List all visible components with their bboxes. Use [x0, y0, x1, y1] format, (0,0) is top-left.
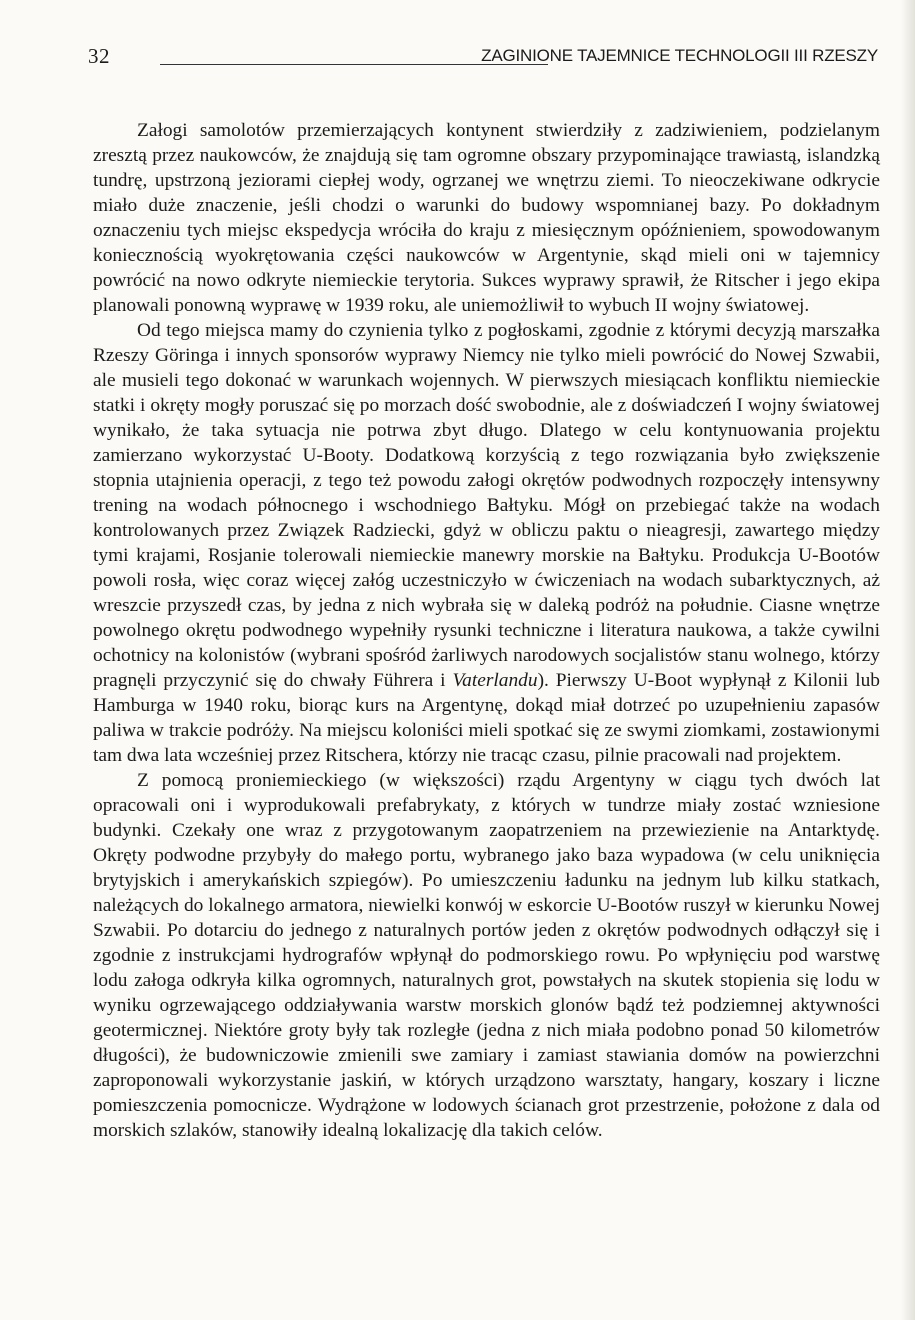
- running-head: ZAGINIONE TAJEMNICE TECHNOLOGII III RZESZY: [481, 46, 878, 65]
- paragraph-2: [93, 318, 880, 768]
- paragraph-1: [93, 118, 880, 318]
- page-header: [88, 40, 878, 70]
- paragraph-2-text-end: ). Pierwszy U-Boot wypłynął z Kilonii lub Hamburga w 1940 roku, biorąc kurs na Argentynę, dokąd miał dotrzeć po uzupełnieniu zapasów paliwa w trakcie podróży. Na miejscu koloniści mieli spotkać się ze swymi ziomkami, zostawionymi tam dwa lata wcześniej przez Ritschera, którzy nie tracąc czasu, pilnie pracowali nad projektem.: [93, 670, 880, 766]
- body-text: [93, 118, 880, 1143]
- paragraph-3-text: Z pomocą proniemieckiego (w większości) rządu Argentyny w ciągu tych dwóch lat opracowali oni i wyprodukowali prefabrykaty, z których w tundrze miały zostać wzniesione budynki. Czekały one wraz z przygotowanym zaopatrzeniem na przewiezienie na Antarktydę. Okręty podwodne przybyły do małego portu, wybranego jako baza wypadowa (w celu uniknięcia brytyjskich i amerykańskich szpiegów). Po umieszczeniu ładunku na jednym lub kilku statkach, należących do lokalnego armatora, niewielki konwój w eskorcie U-Bootów ruszył w kierunku Nowej Szwabii. Po dotarciu do jednego z naturalnych portów jeden z okrętów podwodnych odłączył się i zgodnie z instrukcjami hydrografów wpłynął do podmorskiego rowu. Po wpłynięciu pod warstwę lodu załoga odkryła kilka ogromnych, naturalnych grot, powstałych na skutek stopienia się lodu w wyniku ogrzewającego oddziaływania warstw morskich glonów bądź też podziemnej aktywności geotermicznej. Niektóre groty były tak rozległe (jedna z nich miała podobno ponad 50 kilometrów długości), że budowniczowie zmienili swe zamiary i zamiast stawiania domów na powierzchni zaproponowali wykorzystanie jaskiń, w których urządzono warsztaty, hangary, koszary i liczne pomieszczenia pomocnicze. Wydrążone w lodowych ścianach grot przestrzenie, położone z dala od morskich szlaków, stanowiły idealną lokalizację dla takich celów.: [93, 770, 880, 1141]
- italic-term-vaterlandu: Vaterlandu: [452, 670, 538, 691]
- page-gutter-shadow: [901, 0, 915, 1320]
- page-number: 32: [88, 44, 110, 68]
- paragraph-1-text: Załogi samolotów przemierzających kontynent stwierdziły z zadziwieniem, podzielanym zresztą przez naukowców, że znajdują się tam ogromne obszary przypominające trawiastą, islandzką tundrę, upstrzoną jeziorami ciepłej wody, ogrzanej we wnętrzu ziemi. To nieoczekiwane odkrycie miało duże znaczenie, jeśli chodzi o warunki do budowy wspomnianej bazy. Po dokładnym oznaczeniu tych miejsc ekspedycja wróciła do kraju z miesięcznym opóźnieniem, spowodowanym koniecznością wyokrętowania części naukowców w Argentynie, skąd mieli oni w tajemnicy powrócić na nowo odkryte niemieckie terytoria. Sukces wyprawy sprawił, że Ritscher i jego ekipa planowali ponowną wyprawę w 1939 roku, ale uniemożliwił to wybuch II wojny światowej.: [93, 120, 880, 316]
- paragraph-3: [93, 768, 880, 1143]
- paragraph-2-text-start: Od tego miejsca mamy do czynienia tylko z pogłoskami, zgodnie z którymi decyzją marszałka Rzeszy Göringa i innych sponsorów wyprawy Niemcy nie tylko mieli powrócić do Nowej Szwabii, ale musieli tego dokonać w warunkach wojennych. W pierwszych miesiącach konfliktu niemieckie statki i okręty mogły poruszać się po morzach dość swobodnie, ale z doświadczeń I wojny światowej wynikało, że taka sytuacja nie potrwa zbyt długo. Dlatego w celu kontynuowania projektu zamierzano wykorzystać U-Booty. Dodatkową korzyścią z tego rozwiązania było zwiększenie stopnia utajnienia operacji, z tego też powodu załogi okrętów podwodnych rozpoczęły intensywny trening na wodach północnego i wschodniego Bałtyku. Mógł on przebiegać także na wodach kontrolowanych przez Związek Radziecki, gdyż w obliczu paktu o nieagresji, zawartego między tymi krajami, Rosjanie tolerowali niemieckie manewry morskie na Bałtyku. Produkcja U-Bootów powoli rosła, więc coraz więcej załóg uczestniczyło w ćwiczeniach na wodach subarktycznych, aż wreszcie przyszedł czas, by jedna z nich wybrała się w daleką podróż na południe. Ciasne wnętrze powolnego okrętu podwodnego wypełniły rysunki techniczne i literatura naukowa, a także cywilni ochotnicy na kolonistów (wybrani spośród żarliwych narodowych socjalistów stanu wolnego, którzy pragnęli przyczynić się do chwały Führera i: [93, 320, 880, 691]
